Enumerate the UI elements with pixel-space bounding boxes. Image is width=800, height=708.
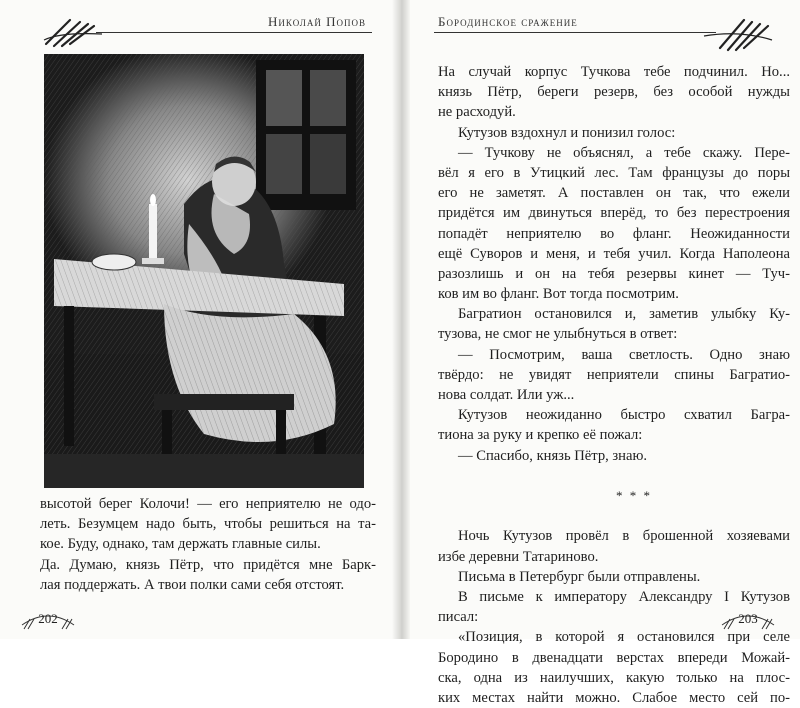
text-line: На случай корпус Тучкова тебе подчинил. Но... xyxy=(438,64,790,80)
text-line: разозлишь и он на тебя резервы кинет — Туч- xyxy=(438,265,790,282)
text-line: писал: xyxy=(438,609,479,626)
text-line: избе деревни Татариново. xyxy=(438,548,599,565)
flourish-icon xyxy=(700,14,776,54)
text-line: Ночь Кутузов провёл в брошенной хозяевами xyxy=(458,528,790,545)
text-line: леть. Безумцем надо быть, чтобы решиться на та- xyxy=(40,516,376,533)
text-line: лая поддержать. А твои полки сами себя отстоят. xyxy=(40,576,345,593)
running-header-author: Николай Попов xyxy=(268,14,366,29)
text-line: Бородино в двенадцати верстах впереди Можай- xyxy=(438,649,790,666)
left-body-text xyxy=(40,494,376,595)
text-line: тузова, не смог не улыбнуться в ответ: xyxy=(438,326,678,343)
text-line: — Спасибо, князь Пётр, знаю. xyxy=(458,447,648,464)
section-separator: * * * xyxy=(616,488,652,504)
text-line: кое. Буду, однако, там держать главные силы. xyxy=(40,536,321,553)
header-rule xyxy=(96,32,372,33)
text-line: высотой берег Колочи! — его неприятелю не одо- xyxy=(40,496,376,512)
text-line: Багратион остановился и, заметив улыбку Ку- xyxy=(458,306,790,323)
illustration xyxy=(44,54,364,488)
text-line: ещё Суворов и меня, и тебя учил. Когда Наполеона xyxy=(438,245,790,262)
running-header-title: Бородинское сражение xyxy=(438,14,578,29)
text-line: вёл я его в Утицкий лес. Там французы до поры xyxy=(438,164,790,181)
text-line: не расходуй. xyxy=(438,104,516,121)
header-rule xyxy=(434,32,716,33)
spacer xyxy=(438,466,790,486)
page-number-left xyxy=(30,611,66,627)
right-page xyxy=(404,0,800,706)
text-line: — Тучкову не объяснял, а тебе скажу. Пере- xyxy=(458,144,790,161)
text-line: «Позиция, в которой я остановился при селе xyxy=(458,629,790,646)
text-line: князь Пётр, береги резерв, без особой нужды xyxy=(438,84,790,101)
text-line: придётся им двинуться вперёд, то без перестроения xyxy=(438,205,790,222)
text-line: ких местах найти можно. Слабое место сей по- xyxy=(438,689,790,706)
text-line: — Посмотрим, ваша светлость. Одно знаю xyxy=(458,346,790,363)
text-line: тиона за руку и крепко её пожал: xyxy=(438,427,643,444)
page-number-right xyxy=(730,611,766,627)
illustration-drawing xyxy=(44,54,364,488)
spacer xyxy=(438,506,790,526)
text-line: ков им во фланг. Вот тогда посмотрим. xyxy=(438,286,679,303)
text-line: твёрдо: не увидят неприятели спины Багратио- xyxy=(438,366,790,383)
text-line: ска, одна из наилучших, какую только на плос- xyxy=(438,669,790,686)
left-page xyxy=(0,0,396,639)
text-line: нова солдат. Или уж... xyxy=(438,387,575,404)
page-number-text: 203 xyxy=(738,611,758,626)
text-line: Кутузов вздохнул и понизил голос: xyxy=(458,124,676,141)
text-line: Письма в Петербург были отправлены. xyxy=(458,568,701,585)
text-line: Да. Думаю, князь Пётр, что придётся мне Барк- xyxy=(40,556,376,573)
text-line: попадёт неприятелю во фланг. Неожиданности xyxy=(438,225,790,242)
text-line: В письме к императору Александру I Кутузов xyxy=(458,589,790,606)
page-number-text: 202 xyxy=(38,611,58,626)
text-line: его не заметят. А поставлен он так, что ежели xyxy=(438,185,790,202)
text-line: Кутузов неожиданно быстро схватил Багра- xyxy=(458,407,790,424)
